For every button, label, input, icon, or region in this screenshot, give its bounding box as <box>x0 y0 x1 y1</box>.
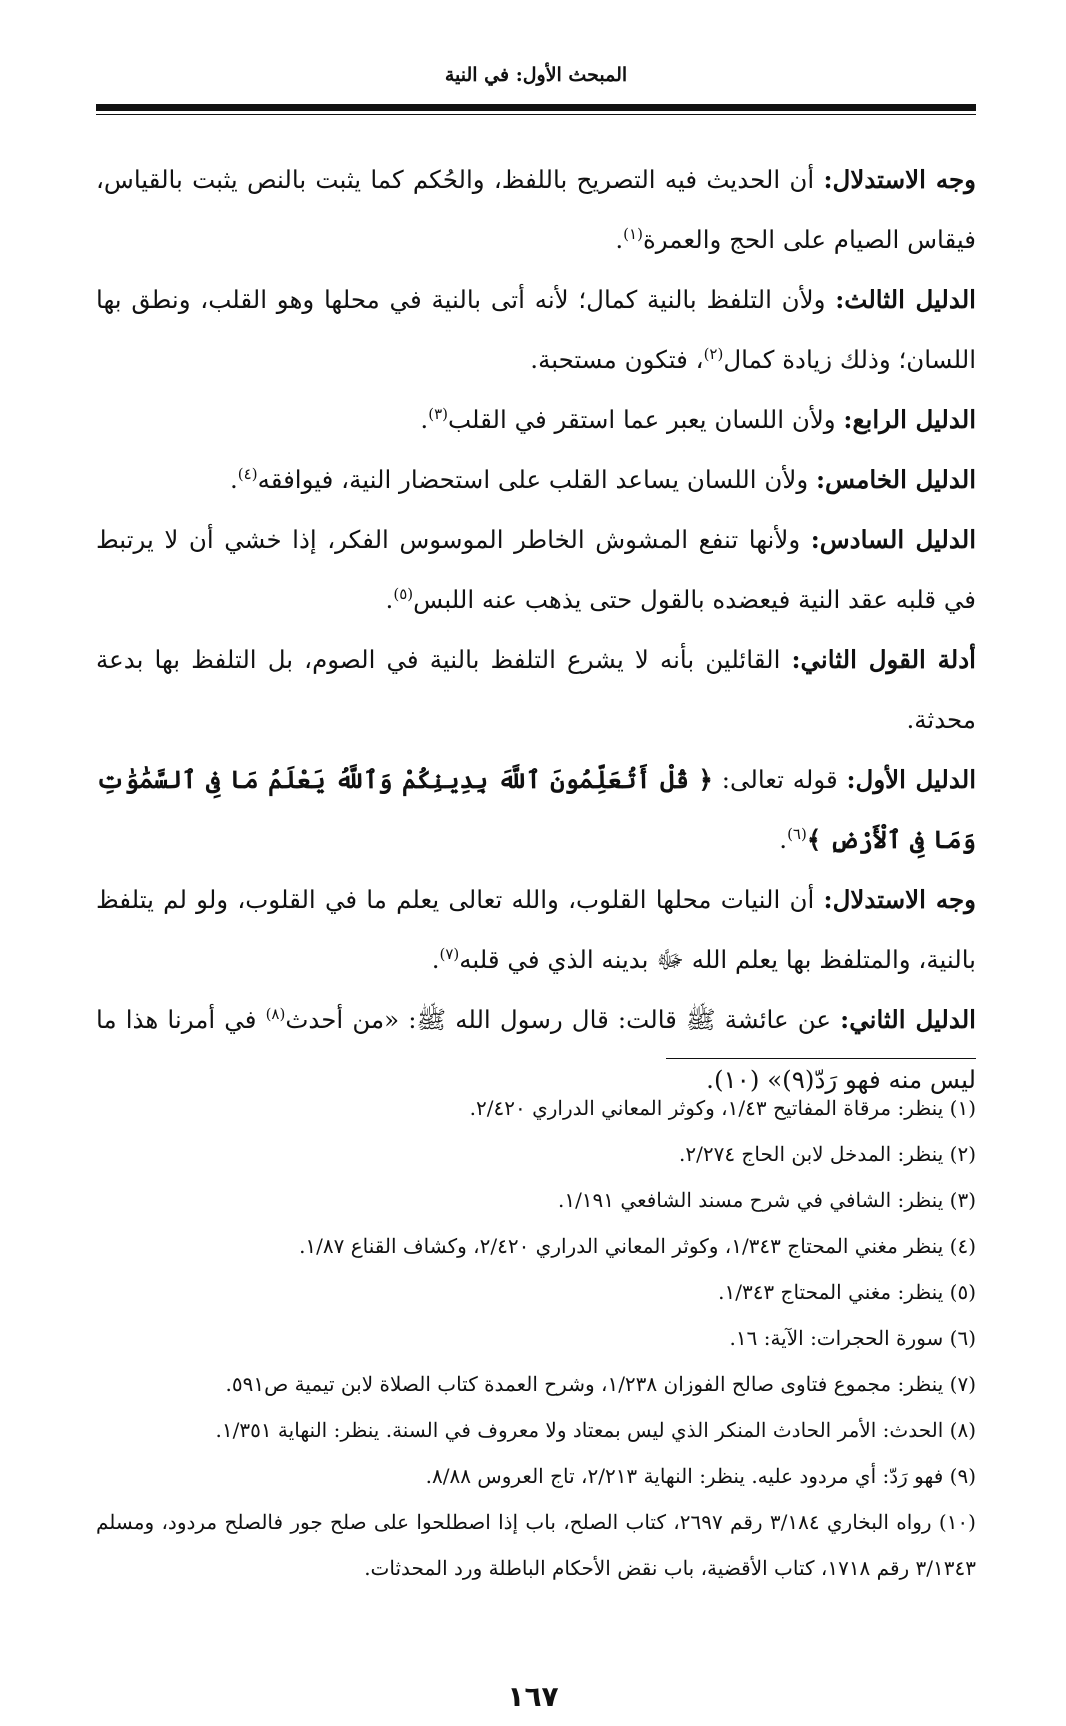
footnote-ref[interactable]: (٥) <box>393 584 414 603</box>
paragraph-text: القائلين بأنه لا يشرع التلفظ بالنية في الصوم، بل التلفظ بها بدعة محدثة. <box>96 645 976 734</box>
paragraph-label: وجه الاستدلال: <box>823 885 976 914</box>
paragraph-text: ولأن اللسان يساعد القلب على استحضار النية، فيوافقه <box>257 465 816 494</box>
header-thin-rule <box>96 114 976 115</box>
paragraph-text: عن عائشة ﷺ قالت: قال رسول الله ﷺ: «من أحدث <box>285 1005 841 1034</box>
footnote: (٩) فهو رَدّ: أي مردود عليه. ينظر: النهاية ٢/٢١٣، تاج العروس ٨/٨٨. <box>425 1464 976 1488</box>
paragraph-end: . <box>420 405 429 434</box>
paragraph-end: في أمرنا هذا ما ليس منه فهو رَدّ(٩)» (١٠). <box>96 1005 976 1094</box>
footnote-ref[interactable]: (٧) <box>439 944 460 963</box>
paragraph <box>96 150 976 270</box>
footnote-ref[interactable]: (٨) <box>265 1004 286 1023</box>
paragraph-end: ، فتكون مستحبة. <box>530 345 704 374</box>
footnote-ref[interactable]: (٣) <box>428 404 448 423</box>
paragraph-label: الدليل الأول: <box>846 765 977 794</box>
paragraph-end: . <box>229 465 238 494</box>
quran-verse: ﴿ قُلْ أَتُعَلِّمُونَ ٱللَّهَ بِدِينِكُمْ وَٱللَّهُ يَعْلَمُ مَا فِى ٱلسَّمَٰوَٰتِ وَمَا فِى ٱلْأَرْضِ ﴾ <box>96 765 976 854</box>
footnote: (١) ينظر: مرقاة المفاتيح ١/٤٣، وكوثر المعاني الدراري ٢/٤٢٠. <box>469 1096 976 1120</box>
footnote-separator <box>666 1058 976 1059</box>
footnote-ref[interactable]: (٢) <box>703 344 724 363</box>
main-text <box>96 150 976 1110</box>
footnote-ref[interactable]: (٤) <box>237 464 258 483</box>
paragraph-end: . <box>615 225 624 254</box>
paragraph-text: ولأن اللسان يعبر عما استقر في القلب <box>448 405 844 434</box>
paragraph-end: . <box>385 585 394 614</box>
paragraph <box>96 870 976 990</box>
paragraph-end: . <box>431 945 440 974</box>
footnote-ref[interactable]: (١) <box>623 224 643 243</box>
paragraph-end: . <box>779 825 788 854</box>
footnote: (٦) سورة الحجرات: الآية: ١٦. <box>729 1326 976 1350</box>
footnote: (٧) ينظر: مجموع فتاوى صالح الفوزان ١/٢٣٨، وشرح العمدة كتاب الصلاة لابن تيمية ص٥٩١. <box>225 1372 976 1396</box>
paragraph-text: قوله تعالى: <box>712 765 847 794</box>
paragraph-text: أن النيات محلها القلوب، والله تعالى يعلم ما في القلوب، ولو لم يتلفظ بالنية، والمتلفظ بها يعلم الله ﷻ بدينه الذي في قلبه <box>96 885 976 974</box>
paragraph-text: ولأن التلفظ بالنية كمال؛ لأنه أتى بالنية في محلها وهو القلب، ونطق بها اللسان؛ وذلك زيادة كمال <box>96 285 976 374</box>
paragraph-label: الدليل الثالث: <box>835 285 976 314</box>
footnote: (٤) ينظر مغني المحتاج ١/٣٤٣، وكوثر المعاني الدراري ٢/٤٢٠، وكشاف القناع ١/٨٧. <box>299 1234 976 1258</box>
footnote: (٢) ينظر: المدخل لابن الحاج ٢/٢٧٤. <box>679 1142 976 1166</box>
paragraph <box>96 510 976 630</box>
paragraph-text: أن الحديث فيه التصريح باللفظ، والحُكم كما يثبت بالنص يثبت بالقياس، فيقاس الصيام على الحج والعمرة <box>96 165 976 254</box>
paragraph <box>96 630 976 750</box>
paragraph <box>96 750 976 870</box>
paragraph-label: أدلة القول الثاني: <box>791 645 976 674</box>
paragraph-label: الدليل السادس: <box>810 525 976 554</box>
footnote: (١٠) رواه البخاري ٣/١٨٤ رقم ٢٦٩٧، كتاب الصلح، باب إذا اصطلحوا على صلح جور فالصلح مردود، ومسلم ٣/١٣٤٣ رقم ١٧١٨، كتاب الأقضية، باب نقض الأحكام الباطلة ورد المحدثات. <box>96 1510 976 1580</box>
header-thick-rule <box>96 104 976 111</box>
paragraph-text: ولأنها تنفع المشوش الخاطر الموسوس الفكر، إذا خشي أن لا يرتبط في قلبه عقد النية فيعضده بالقول حتى يذهب عنه اللبس <box>96 525 976 614</box>
footnote: (٣) ينظر: الشافي في شرح مسند الشافعي ١/١٩١. <box>557 1188 976 1212</box>
paragraph-label: الدليل الخامس: <box>815 465 976 494</box>
paragraph-label: الدليل الرابع: <box>843 405 976 434</box>
footnote: (٨) الحدث: الأمر الحادث المنكر الذي ليس بمعتاد ولا معروف في السنة. ينظر: النهاية ١/٣٥١. <box>215 1418 976 1442</box>
footnote-ref[interactable]: (٦) <box>787 824 807 843</box>
paragraph <box>96 270 976 390</box>
paragraph <box>96 450 976 510</box>
paragraph-label: الدليل الثاني: <box>840 1005 976 1034</box>
page-number: ١٦٧ <box>507 1680 559 1713</box>
paragraph-label: وجه الاستدلال: <box>823 165 976 194</box>
footnotes <box>96 1085 976 1591</box>
paragraph <box>96 390 976 450</box>
running-header: المبحث الأول: في النية <box>444 64 628 86</box>
footnote: (٥) ينظر: مغني المحتاج ١/٣٤٣. <box>718 1280 976 1304</box>
